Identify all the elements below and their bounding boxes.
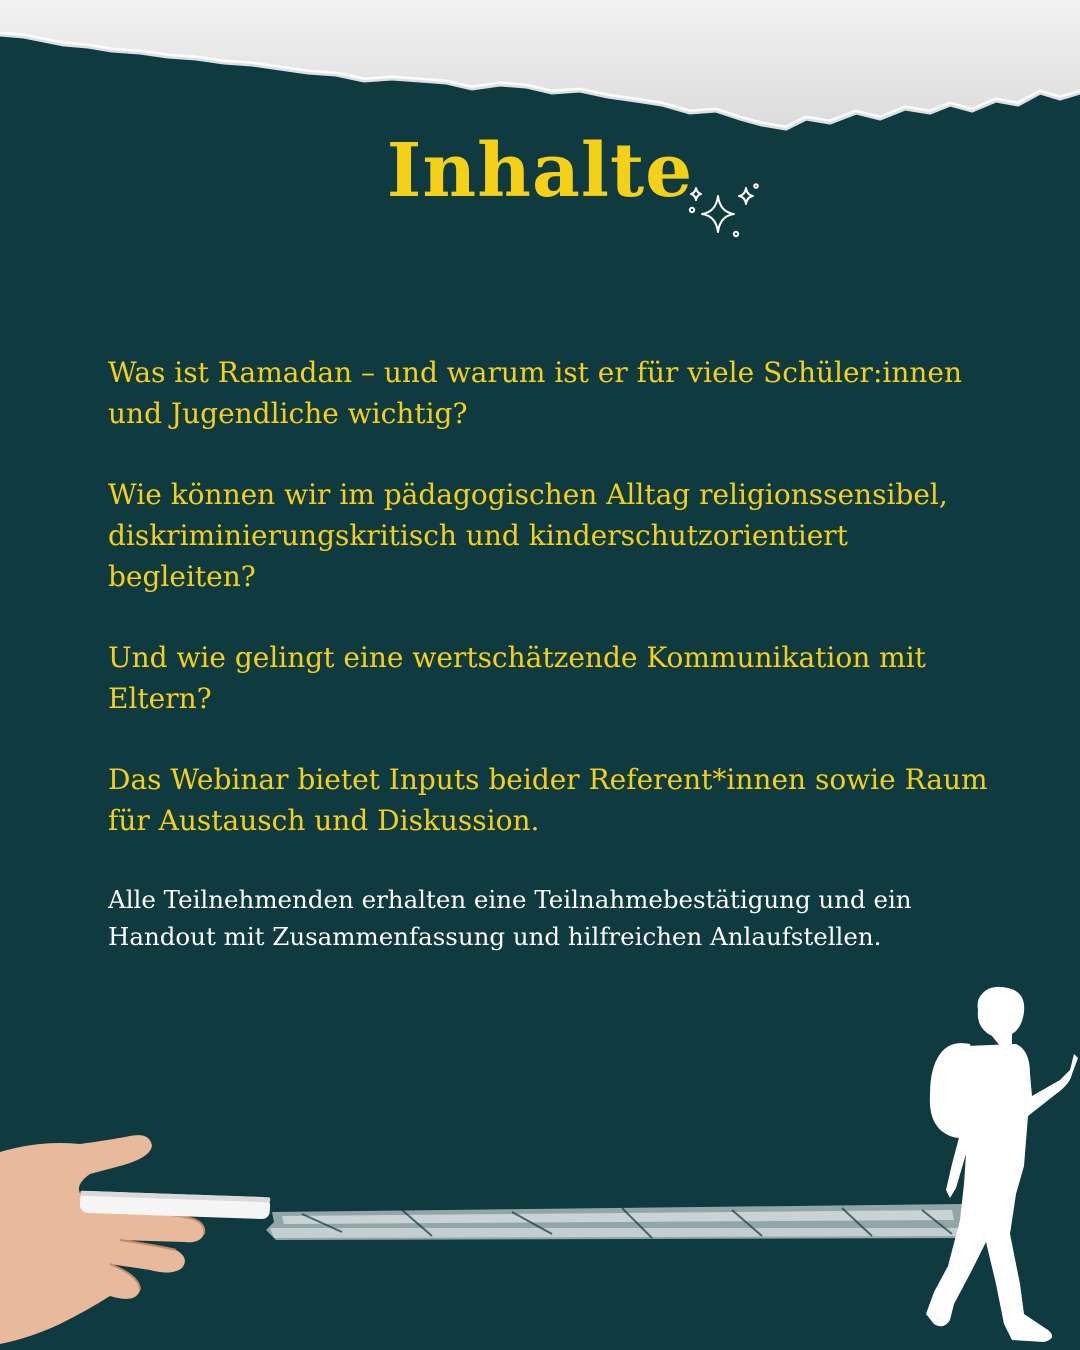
question-pedagogy: Wie können wir im pädagogischen Alltag religionssensibel, diskriminierungskritisch und kinderschutzorientiert begleiten? (108, 478, 948, 593)
sparkles-icon (684, 182, 760, 244)
webinar-description: Das Webinar bietet Inputs beider Referent*innen sowie Raum für Austausch und Diskussion. (108, 763, 988, 837)
question-parent-communication: Und wie gelingt eine wertschätzende Kommunikation mit Eltern? (108, 641, 926, 715)
torn-paper-edge (0, 0, 1080, 140)
question-ramadan: Was ist Ramadan – und warum ist er für viele Schüler:innen und Jugendliche wichtig? (108, 356, 962, 430)
page-title: Inhalte (386, 128, 694, 214)
content-block (108, 352, 988, 955)
hand-with-chalk-illustration (0, 1100, 290, 1350)
participant-note: Alle Teilnehmenden erhalten eine Teilnahmebestätigung und ein Handout mit Zusammenfassung und hilfreichen Anlaufstellen. (108, 885, 912, 951)
walking-student-silhouette (920, 984, 1080, 1350)
chalk-stroke (262, 1196, 970, 1252)
